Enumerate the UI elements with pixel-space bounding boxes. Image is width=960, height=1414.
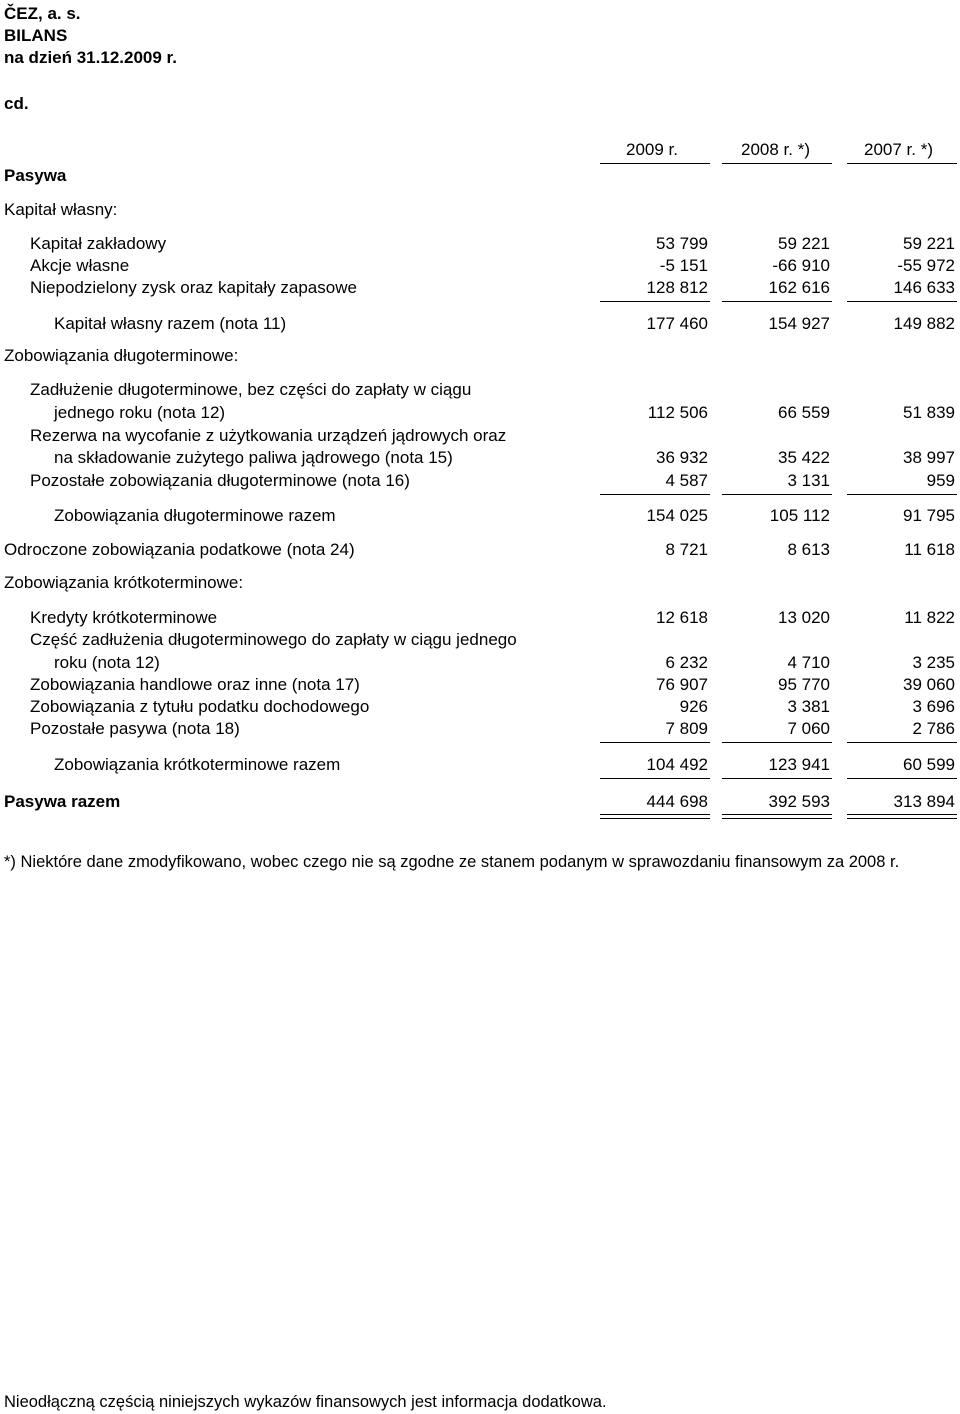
column-header-2007: 2007 r. *) — [864, 140, 933, 159]
value-2009: 53 799 — [656, 234, 708, 253]
value-2009: 926 — [679, 697, 708, 716]
value-2009: 104 492 — [646, 755, 708, 774]
row-label-line2: roku (nota 12) — [54, 653, 160, 672]
row-label-line1: Część zadłużenia długoterminowego do zapłaty w ciągu jednego — [30, 630, 517, 649]
subtotal-rule — [722, 301, 832, 302]
footnote: *) Niektóre dane zmodyfikowano, wobec czego nie są zgodne ze stanem podanym w sprawozdaniu finansowym za 2008 r. — [4, 853, 900, 871]
value-2009: 8 721 — [665, 540, 708, 559]
row-label: Kapitał własny razem (nota 11) — [54, 314, 287, 333]
value-2008: 7 060 — [787, 719, 830, 738]
document-title: BILANS — [4, 26, 68, 45]
continuation-mark: cd. — [4, 94, 29, 113]
value-2008: 4 710 — [787, 653, 830, 672]
column-header-underline — [722, 163, 832, 164]
value-2008: 8 613 — [787, 540, 830, 559]
value-2007: 91 795 — [903, 506, 955, 525]
row-label: Pozostałe pasywa (nota 18) — [30, 719, 240, 738]
column-header-2008: 2008 r. *) — [741, 140, 810, 159]
column-header-underline — [600, 163, 710, 164]
subtotal-rule — [600, 742, 710, 743]
value-2008: -66 910 — [772, 256, 830, 275]
value-2007: 3 235 — [912, 653, 955, 672]
double-rule — [722, 814, 832, 815]
value-2007: 51 839 — [903, 403, 955, 422]
row-label-line1: Zadłużenie długoterminowe, bez części do zapłaty w ciągu — [30, 380, 472, 399]
double-rule — [600, 818, 710, 819]
subtotal-rule — [600, 301, 710, 302]
double-rule — [722, 818, 832, 819]
section-title: Pasywa — [4, 166, 67, 185]
row-label: Akcje własne — [30, 256, 130, 275]
value-2008: 105 112 — [769, 506, 830, 525]
value-2009: 177 460 — [646, 314, 708, 333]
row-label: Pasywa razem — [4, 792, 121, 811]
value-2008: 59 221 — [778, 234, 830, 253]
company-name: ČEZ, a. s. — [4, 4, 81, 23]
value-2007: 11 822 — [904, 608, 955, 627]
column-header-2009: 2009 r. — [626, 140, 678, 159]
row-label-line2: na składowanie zużytego paliwa jądrowego (nota 15) — [54, 448, 453, 467]
value-2007: 146 633 — [893, 278, 955, 297]
value-2008: 95 770 — [778, 675, 830, 694]
long-term-heading: Zobowiązania długoterminowe: — [4, 346, 239, 365]
value-2007: 38 997 — [903, 448, 955, 467]
value-2008: 162 616 — [768, 278, 830, 297]
subtotal-rule — [847, 742, 957, 743]
value-2007: 60 599 — [903, 755, 955, 774]
value-2007: 39 060 — [903, 675, 955, 694]
row-label: Zobowiązania długoterminowe razem — [54, 506, 336, 525]
row-label: Zobowiązania handlowe oraz inne (nota 17) — [30, 675, 360, 694]
value-2007: 3 696 — [912, 697, 955, 716]
row-label-line1: Rezerwa na wycofanie z użytkowania urządzeń jądrowych oraz — [30, 426, 507, 445]
value-2007: 11 618 — [904, 540, 955, 559]
subtotal-rule — [600, 778, 710, 779]
row-label: Zobowiązania krótkoterminowe razem — [54, 755, 341, 774]
value-2008: 13 020 — [778, 608, 830, 627]
value-2009: 7 809 — [665, 719, 708, 738]
value-2007: 149 882 — [893, 314, 955, 333]
row-label: Odroczone zobowiązania podatkowe (nota 24) — [4, 540, 355, 559]
value-2008: 3 381 — [787, 697, 830, 716]
equity-heading: Kapitał własny: — [4, 200, 118, 219]
value-2008: 35 422 — [778, 448, 830, 467]
short-term-heading: Zobowiązania krótkoterminowe: — [4, 573, 244, 592]
value-2009: 76 907 — [656, 675, 708, 694]
subtotal-rule — [600, 494, 710, 495]
subtotal-rule — [722, 742, 832, 743]
value-2009: 128 812 — [646, 278, 708, 297]
double-rule — [847, 818, 957, 819]
double-rule — [847, 814, 957, 815]
row-label: Zobowiązania z tytułu podatku dochodowego — [30, 697, 370, 716]
subtotal-rule — [847, 301, 957, 302]
subtotal-rule — [847, 778, 957, 779]
value-2009: 4 587 — [665, 471, 708, 490]
document-date: na dzień 31.12.2009 r. — [4, 48, 177, 67]
value-2007: -55 972 — [897, 256, 955, 275]
row-label: Pozostałe zobowiązania długoterminowe (nota 16) — [30, 471, 410, 490]
subtotal-rule — [722, 494, 832, 495]
value-2008: 66 559 — [778, 403, 830, 422]
bottom-note: Nieodłączną częścią niniejszych wykazów finansowych jest informacja dodatkowa. — [4, 1393, 607, 1411]
value-2008: 3 131 — [787, 471, 830, 490]
value-2008: 392 593 — [768, 792, 830, 811]
value-2009: -5 151 — [659, 256, 708, 275]
subtotal-rule — [722, 778, 832, 779]
value-2009: 6 232 — [665, 653, 708, 672]
row-label: Kredyty krótkoterminowe — [30, 608, 218, 627]
value-2009: 112 506 — [647, 403, 708, 422]
value-2009: 444 698 — [646, 792, 708, 811]
value-2008: 154 927 — [768, 314, 830, 333]
value-2009: 36 932 — [656, 448, 708, 467]
value-2007: 959 — [926, 471, 955, 490]
subtotal-rule — [847, 494, 957, 495]
value-2008: 123 941 — [768, 755, 830, 774]
row-label-line2: jednego roku (nota 12) — [54, 403, 226, 422]
column-header-underline — [847, 163, 957, 164]
value-2007: 313 894 — [893, 792, 955, 811]
value-2009: 12 618 — [656, 608, 708, 627]
value-2009: 154 025 — [646, 506, 708, 525]
value-2007: 2 786 — [912, 719, 955, 738]
value-2007: 59 221 — [903, 234, 955, 253]
row-label: Kapitał zakładowy — [30, 234, 167, 253]
row-label: Niepodzielony zysk oraz kapitały zapasowe — [30, 278, 357, 297]
double-rule — [600, 814, 710, 815]
